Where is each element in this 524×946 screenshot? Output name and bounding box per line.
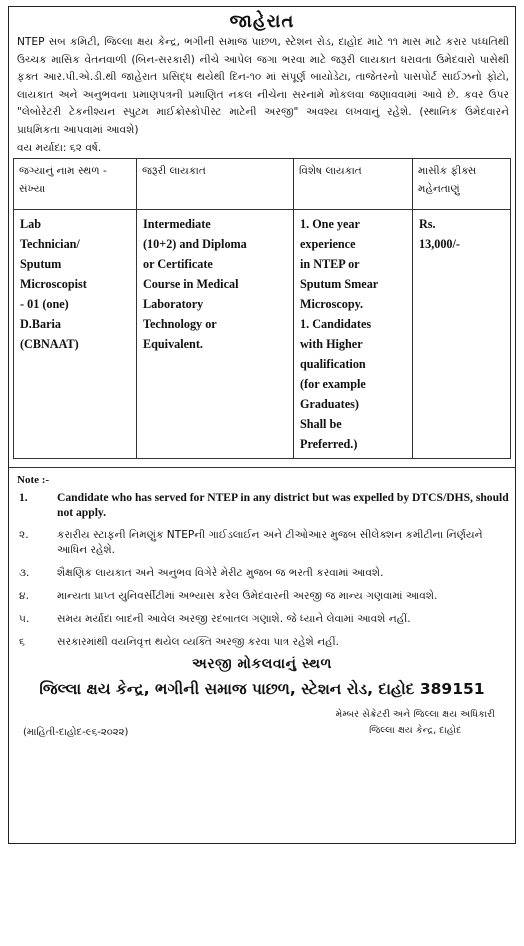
post-line: Technician/ — [20, 236, 80, 251]
note-text: Candidate who has served for NTEP in any district but was expelled by DTCS/DHS, should not apply. — [57, 490, 509, 519]
post-line: Lab — [20, 216, 42, 231]
note-item — [15, 528, 509, 558]
note-item — [15, 589, 509, 604]
post-line: Microscopist — [20, 276, 87, 291]
special-line: Microscopy. — [300, 296, 364, 311]
salary-line: 13,000/- — [419, 236, 460, 251]
note-item — [15, 635, 509, 650]
header-salary: માસીક ફીક્સ મહેનતાણું — [413, 158, 511, 209]
note-text: માન્યતા પ્રાપ્ત યુનિવર્સીટીમાં અભ્યાસ કરેલ ઉમેદવારની અરજી જ માન્ય ગણવામાં આવશે. — [57, 589, 438, 602]
note-item — [15, 566, 509, 581]
note-number: ૬ — [19, 635, 25, 648]
header-post: જગ્યાનું નામ સ્થળ - સંખ્યા — [14, 158, 137, 209]
cell-special-qualification — [294, 209, 413, 458]
qualification-line: Intermediate — [143, 216, 211, 231]
signatory-title: મેમ્બર સેક્રેટરી અને જિલ્લા ક્ષય અધિકારી — [335, 708, 495, 720]
qualification-line: Laboratory — [143, 296, 204, 311]
note-number: ૪. — [19, 589, 29, 602]
note-number: ૨. — [19, 528, 29, 541]
qualification-line: or Certificate — [143, 256, 213, 271]
age-limit: વય મર્યાદા: ૬૨ વર્ષ. — [17, 141, 102, 154]
qualification-line: Course in Medical — [143, 276, 239, 291]
special-line: qualification — [300, 356, 366, 371]
special-line: experience — [300, 236, 356, 251]
vacancy-table — [13, 158, 511, 459]
advertisement — [8, 6, 516, 844]
qualification-line: Equivalent. — [143, 336, 203, 351]
note-text: શૈક્ષણિક લાયકાત અને અનુભવ વિગેરે મેરીટ મુજબ જ ભરતી કરવામાં આવશે. — [57, 566, 384, 579]
special-line: Graduates) — [300, 396, 359, 411]
header-special-qualification: વિશેષ લાયકાત — [294, 158, 413, 209]
footer — [15, 705, 509, 765]
advertisement-title: જાહેરાત — [229, 11, 295, 32]
table-row — [14, 209, 511, 458]
cell-post — [14, 209, 137, 458]
intro-paragraph: NTEP સબ કમિટી, જિલ્લા ક્ષય કેન્દ્ર, ભગીની સમાજ પાછળ, સ્ટેશન રોડ, દાહોદ માટે ૧૧ માસ માટે કરાર પધ્ધતિથી ઉચ્ચક માસિક વેતનવાળી (બિન-સરકારી) નીચે આપેલ જગા ભરવા માટે જરૂરી લાયકાત ધરાવતા ઉમેદવારો પાસેથી ફક્ત આર.પી.એ.ડી.થી જાહેરાત પ્રસિદ્ધ થયેથી દિન-૧૦ માં સંપૂર્ણ બાયોડેટા, તાજેતરનો પાસપોર્ટ સાઈઝનો ફોટો, લાયકાત અને અનુભવના પ્રમાણપત્રની પ્રમાણિત નકલ નીચેના સરનામે મોકલવા જણાવવામાં આવે છે. કવર ઉપર "લેબોરેટરી ટેકનીશ્યન સ્પુટમ માઈક્રોસ્કોપીસ્ટ માટેની અરજી" અવશ્ય લખવાનું રહેશે. (સ્થાનિક ઉમેદવારને પ્રાધમિકતા આપવામાં આવશે) — [17, 36, 509, 136]
note-text: સરકારમાંથી વયનિવૃત્ત થયેલ વ્યક્તિ અરજી કરવા પાત્ર રહેશે નહીં. — [57, 635, 340, 648]
post-line: D.Baria — [20, 316, 61, 331]
special-line: Sputum Smear — [300, 276, 379, 291]
notes-section — [9, 467, 515, 765]
special-line: Shall be — [300, 416, 342, 431]
special-line: 1. One year — [300, 216, 360, 231]
special-line: (for example — [300, 376, 366, 391]
reference-number: (માહિતી-દાહોદ-૯૬-૨૦૨૨) — [23, 726, 129, 738]
note-number: ૩. — [19, 566, 30, 579]
qualification-line: (10+2) and Diploma — [143, 236, 247, 251]
note-text: સમય મર્યાદા બાદની આવેલ અરજી રદબાતલ ગણાશે. જે ધ્યાને લેવામાં આવશે નહીં. — [57, 612, 411, 625]
header-qualification: જરૂરી લાયકાત — [137, 158, 294, 209]
note-number: ૫. — [19, 612, 30, 625]
special-line: with Higher — [300, 336, 363, 351]
special-line: 1. Candidates — [300, 316, 372, 331]
notes-heading: Note :- — [17, 473, 50, 486]
special-line: Preferred.) — [300, 436, 358, 451]
note-number: 1. — [19, 490, 28, 504]
special-line: in NTEP or — [300, 256, 360, 271]
note-item — [15, 612, 509, 627]
post-line: (CBNAAT) — [20, 336, 79, 351]
cell-salary — [413, 209, 511, 458]
signatory — [336, 707, 495, 739]
signatory-office: જિલ્લા ક્ષય કેન્દ્ર, દાહોદ — [369, 724, 462, 736]
post-line: - 01 (one) — [20, 296, 69, 311]
post-line: Sputum — [20, 256, 62, 271]
address: જિલ્લા ક્ષય કેન્દ્ર, ભગીની સમાજ પાછળ, સ્ટેશન રોડ, દાહોદ 389151 — [39, 679, 485, 698]
apply-heading: અરજી મોકલવાનું સ્થળ — [192, 655, 332, 672]
note-text: કરારીય સ્ટાફની નિમણુંક NTEPની ગાઈડલાઈન અને ટીઓઆર મુજબ સીલેક્શન કમીટીના નિર્ણયને આધિન રહેશે. — [57, 528, 483, 556]
qualification-line: Technology or — [143, 316, 217, 331]
table-header-row — [14, 158, 511, 209]
salary-line: Rs. — [419, 216, 436, 231]
cell-qualification — [137, 209, 294, 458]
note-item — [15, 490, 509, 520]
